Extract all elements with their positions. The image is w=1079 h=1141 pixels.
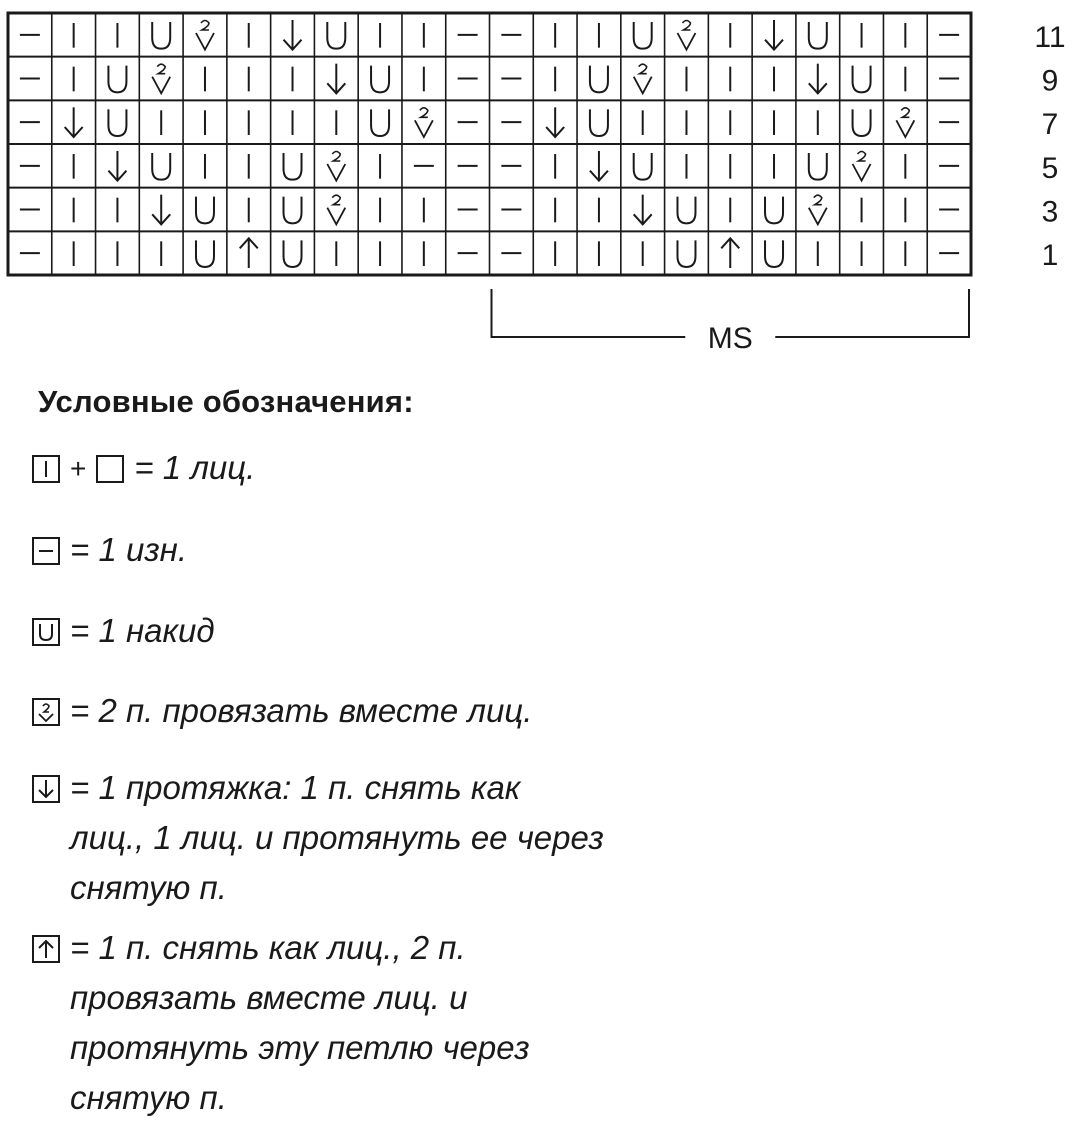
yarn-over-symbol — [809, 153, 827, 180]
legend-text-ssk: = 1 протяжка: 1 п. снять как лиц., 1 лиц. и протянуть ее через снятую п. — [70, 769, 604, 906]
sk2p-up-arrow-icon — [32, 935, 60, 963]
legend-text-k2tog: = 2 п. провязать вместе лиц. — [70, 692, 533, 729]
yarn-over-symbol — [152, 22, 170, 49]
row-number-label: 11 — [1034, 20, 1066, 54]
legend-text-yarn-over: = 1 накид — [70, 612, 215, 649]
row-number-label: 9 — [1041, 64, 1059, 98]
repeat-bracket-right — [775, 289, 969, 337]
k2tog-symbol-chevron — [196, 33, 214, 50]
row-number-label: 7 — [1041, 108, 1059, 142]
yarn-over-symbol — [196, 197, 214, 224]
yarn-over-symbol — [590, 109, 608, 136]
yarn-over-symbol — [765, 197, 783, 224]
row-number-label: 1 — [1041, 239, 1059, 273]
legend-text-knit: = 1 лиц. — [134, 449, 256, 486]
legend-item-sk2p — [32, 929, 530, 1123]
k2tog-symbol-chevron — [327, 164, 345, 181]
purl-stitch-icon — [32, 537, 60, 565]
k2tog-symbol-chevron — [896, 120, 914, 137]
k2tog-symbol-chevron — [677, 33, 695, 50]
k2tog-symbol-chevron — [152, 77, 170, 94]
k2tog-symbol — [332, 152, 340, 162]
k2tog-symbol — [201, 21, 209, 31]
k2tog-symbol-chevron — [415, 120, 433, 137]
legend-item-ssk — [32, 769, 604, 913]
legend-title: Условные обозначения: — [38, 384, 414, 419]
legend-item-knit — [32, 449, 256, 493]
legend-item-purl — [32, 531, 187, 575]
row-number-label: 5 — [1041, 151, 1059, 185]
k2tog-icon — [32, 698, 60, 726]
yarn-over-symbol — [634, 22, 652, 49]
yarn-over-symbol — [371, 66, 389, 93]
empty-square-icon — [96, 455, 124, 483]
legend-item-k2tog — [32, 692, 533, 736]
yarn-over-symbol — [284, 197, 302, 224]
k2tog-symbol — [814, 195, 822, 205]
yarn-over-symbol — [677, 197, 695, 224]
repeat-label: MS — [707, 322, 753, 355]
k2tog-symbol — [682, 21, 690, 31]
k2tog-symbol — [157, 64, 165, 74]
yarn-over-symbol — [371, 109, 389, 136]
legend-text-sk2p: = 1 п. снять как лиц., 2 п. провязать вместе лиц. и протянуть эту петлю через снятую п. — [70, 929, 530, 1116]
yarn-over-symbol — [590, 66, 608, 93]
yarn-over-symbol — [634, 153, 652, 180]
k2tog-symbol-chevron — [853, 164, 871, 181]
k2tog-symbol-chevron — [327, 208, 345, 225]
legend-text-purl: = 1 изн. — [70, 531, 187, 568]
k2tog-symbol — [332, 195, 340, 205]
yarn-over-icon — [32, 618, 60, 646]
knitting-chart — [0, 0, 1079, 370]
yarn-over-symbol — [108, 109, 126, 136]
k2tog-symbol — [858, 152, 866, 162]
k2tog-symbol — [420, 108, 428, 118]
yarn-over-symbol — [677, 240, 695, 267]
row-number-label: 3 — [1041, 195, 1059, 229]
yarn-over-symbol — [284, 153, 302, 180]
k2tog-symbol — [639, 64, 647, 74]
yarn-over-symbol — [108, 66, 126, 93]
legend-plus: + — [70, 453, 87, 484]
yarn-over-symbol — [327, 22, 345, 49]
k2tog-symbol-chevron — [809, 208, 827, 225]
yarn-over-symbol — [284, 240, 302, 267]
knit-stitch-icon — [32, 455, 60, 483]
yarn-over-symbol — [196, 240, 214, 267]
k2tog-symbol — [901, 108, 909, 118]
yarn-over-symbol — [853, 66, 871, 93]
chart-grid-svg — [0, 0, 1079, 370]
yarn-over-symbol — [152, 153, 170, 180]
yarn-over-symbol — [853, 109, 871, 136]
yarn-over-symbol — [809, 22, 827, 49]
k2tog-symbol-chevron — [634, 77, 652, 94]
legend-item-yarn-over — [32, 612, 215, 656]
yarn-over-symbol — [765, 240, 783, 267]
ssk-down-arrow-icon — [32, 775, 60, 803]
repeat-bracket-left — [492, 289, 686, 337]
